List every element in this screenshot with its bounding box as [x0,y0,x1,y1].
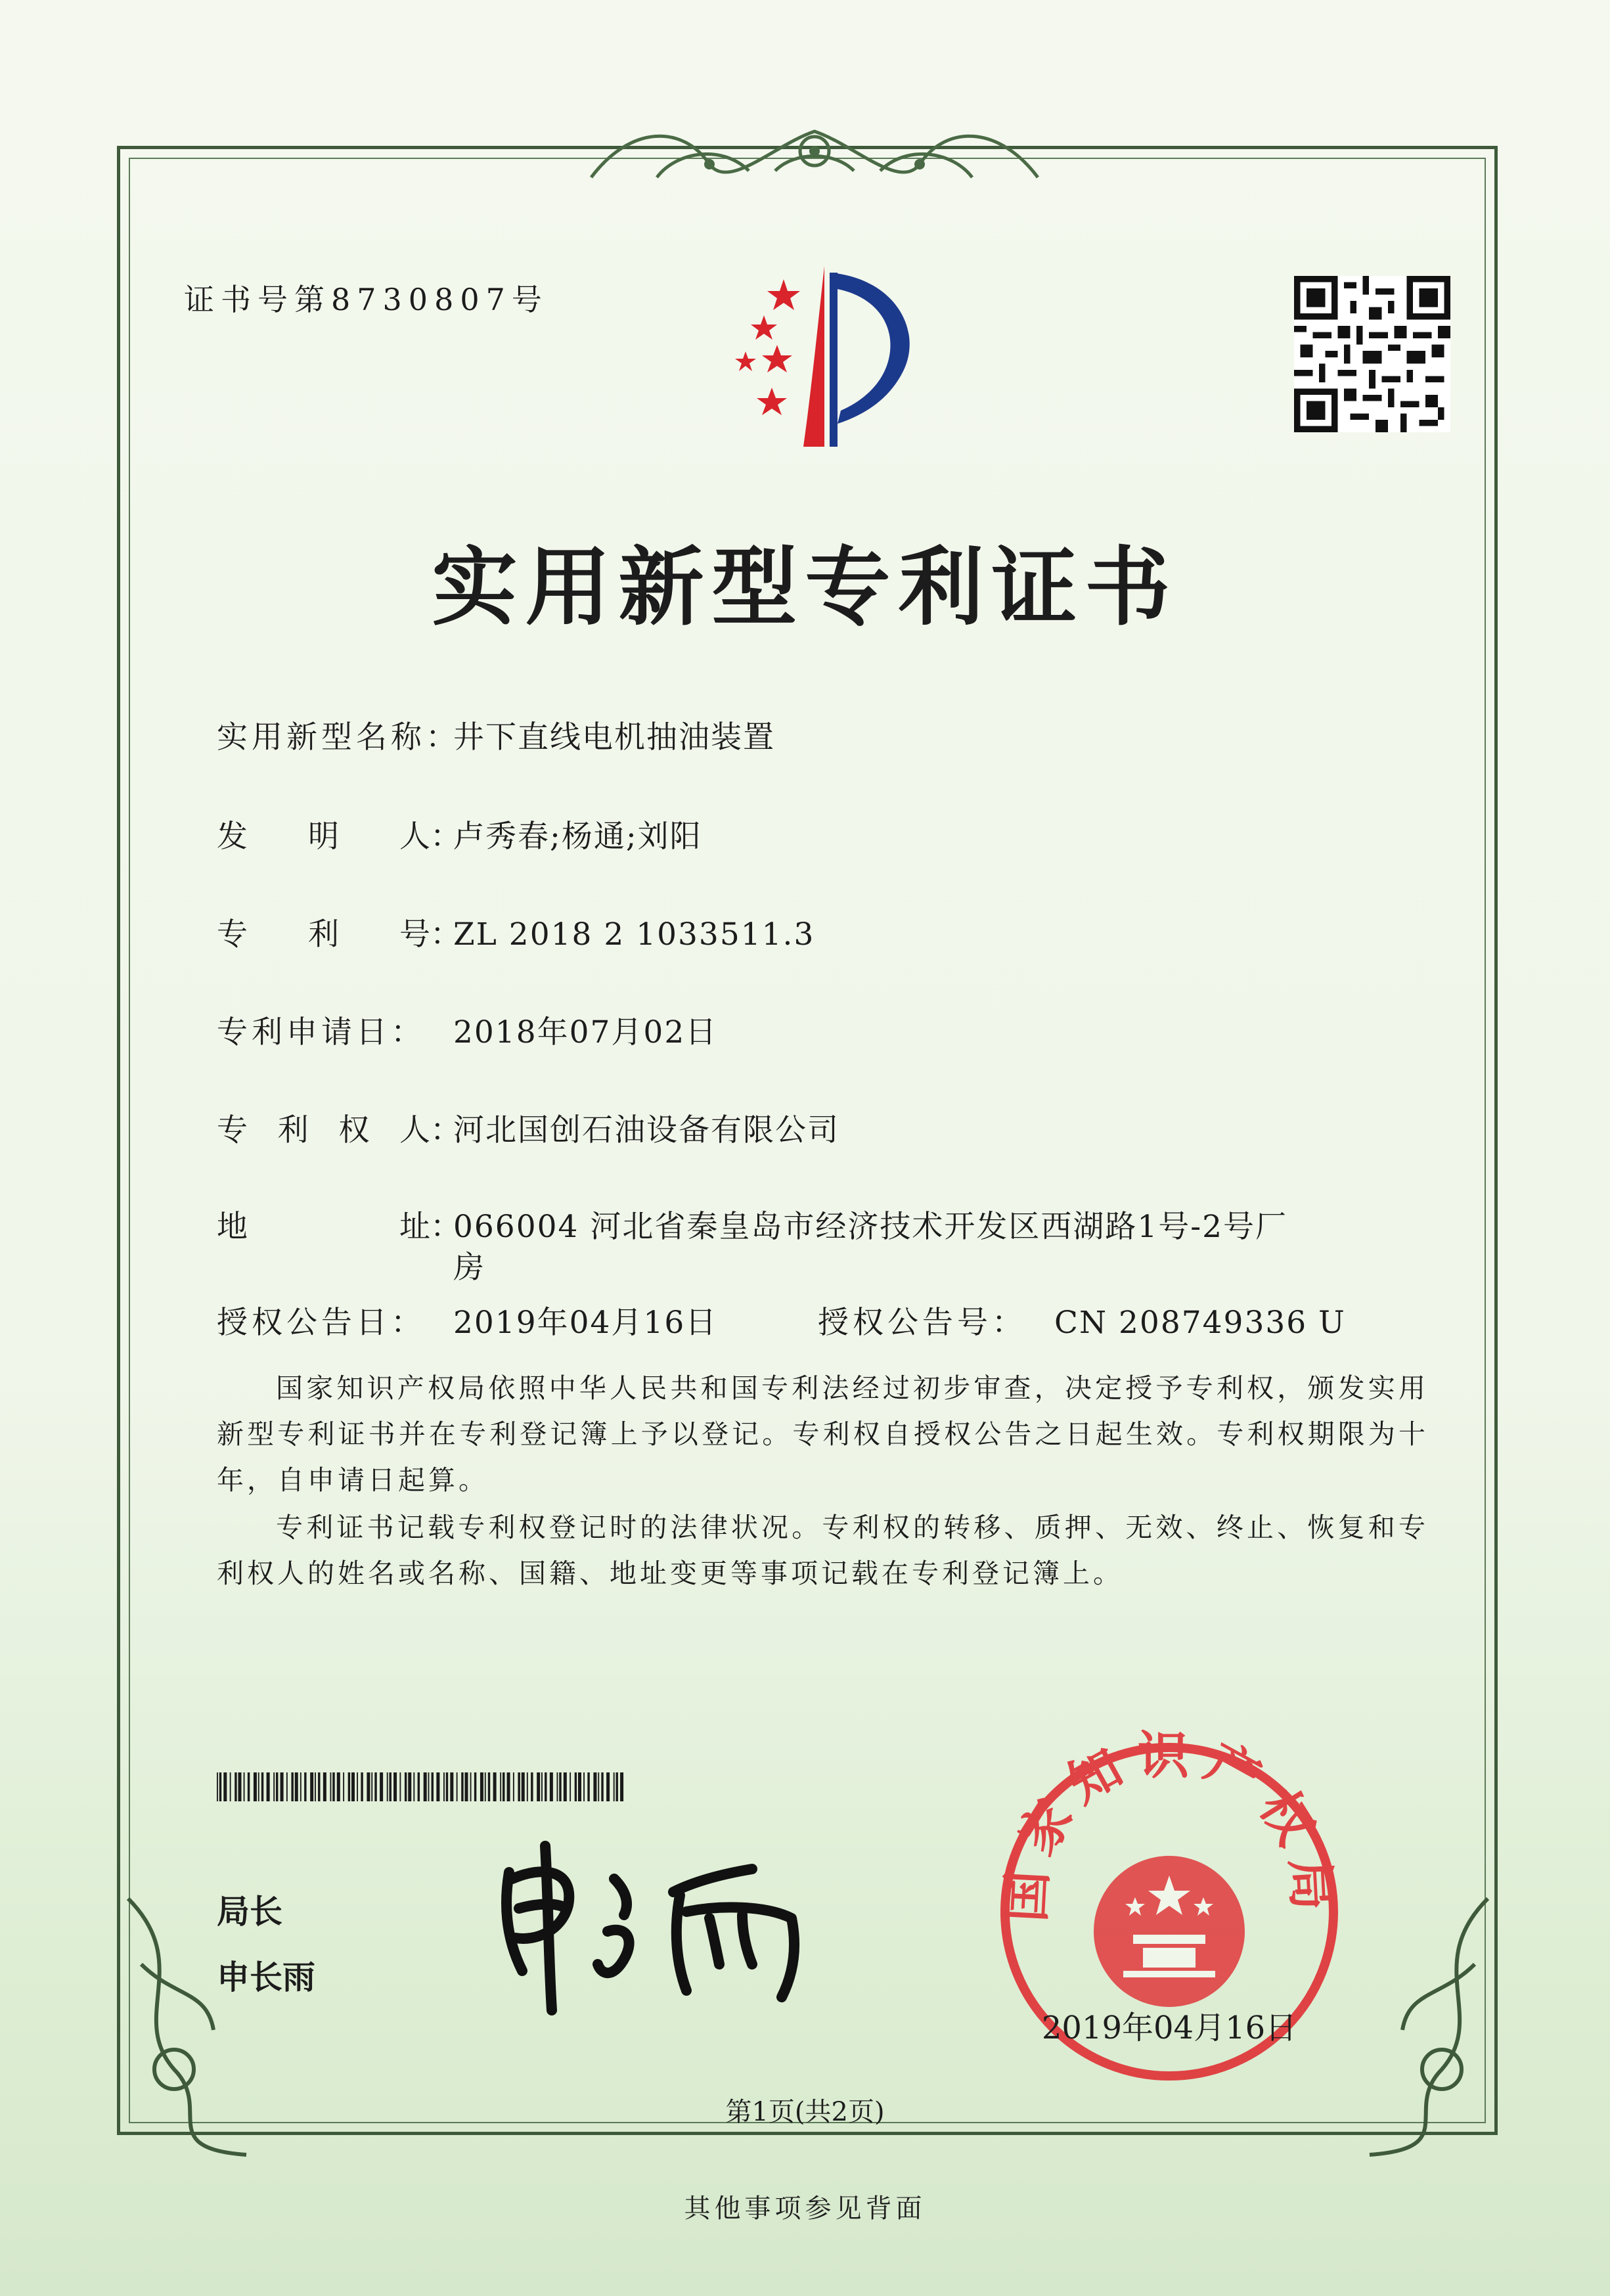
field-value: ZL 2018 2 1033511.3 [453,916,815,953]
svg-text:国家知识产权局: 国家知识产权局 [996,1726,1343,1924]
seal-date: 2019年04月16日 [1041,2010,1297,2046]
top-ornament [578,105,1051,191]
paragraph-legal-status: 专利证书记载专利权登记时的法律状况。专利权的转移、质押、无效、终止、恢复和专利权人的姓名或名称、国籍、地址变更等事项记载在专利登记簿上。 [217,1512,1429,1589]
barcode [217,1772,627,1801]
director-block [217,1879,315,2010]
field-filing-date [217,1008,717,1052]
page-indicator: 第1页(共2页) [725,2097,885,2127]
field-label: 实用新型名称： [217,719,460,755]
paragraph-grant-statement: 国家知识产权局依照中华人民共和国专利法经过初步审查，决定授予专利权，颁发实用新型专利证书并在专利登记簿上予以登记。专利权自授权公告之日起生效。专利权期限为十年，自申请日起算。 [217,1372,1429,1496]
field-label: 授权公告号： [818,1305,1027,1341]
field-value: 卢秀春;杨通;刘阳 [453,819,702,855]
director-signature [483,1833,824,2017]
director-title: 局长 [217,1893,282,1931]
field-utility-model-name [217,713,775,757]
field-label: 授权公告日： [217,1305,426,1341]
field-value: 2018年07月02日 [453,1014,718,1050]
field-patent-number: 专 利 号 ：ZL 2018 2 1033511.3 [217,910,815,954]
certificate-number: 证书号第8730807号 [184,282,548,317]
qr-code [1294,276,1450,432]
field-label: 发 明 人 [217,819,430,855]
field-inventor: 发 明 人 ：卢秀春;杨通;刘阳 [217,812,702,856]
field-address: 地 址 ：066004 河北省秦皇岛市经济技术开发区西湖路1号-2号厂 [217,1202,1287,1246]
field-value: 066004 河北省秦皇岛市经济技术开发区西湖路1号-2号厂 [453,1209,1288,1245]
page-title: 实用新型专利证书 [432,537,1178,637]
field-grant-date [217,1298,717,1342]
field-value: 井下直线电机抽油装置 [453,719,775,755]
field-value: CN 208749336 U [1054,1305,1346,1341]
field-label: 专 利 权 人 [217,1112,430,1148]
field-grant-number [818,1298,1346,1342]
field-patentee: 专 利 权 人 ：河北国创石油设备有限公司 [217,1106,839,1150]
field-value: 河北国创石油设备有限公司 [453,1112,839,1148]
field-label: 专 利 号 [217,916,430,953]
director-name: 申长雨 [217,1958,315,1996]
footer-note: 其他事项参见背面 [684,2194,926,2224]
field-label: 地 址 [217,1209,430,1245]
field-address-line2: 房 [453,1249,484,1286]
patent-office-emblem [706,259,943,457]
field-label: 专利申请日： [217,1014,426,1050]
field-value: 2019年04月16日 [453,1305,718,1341]
